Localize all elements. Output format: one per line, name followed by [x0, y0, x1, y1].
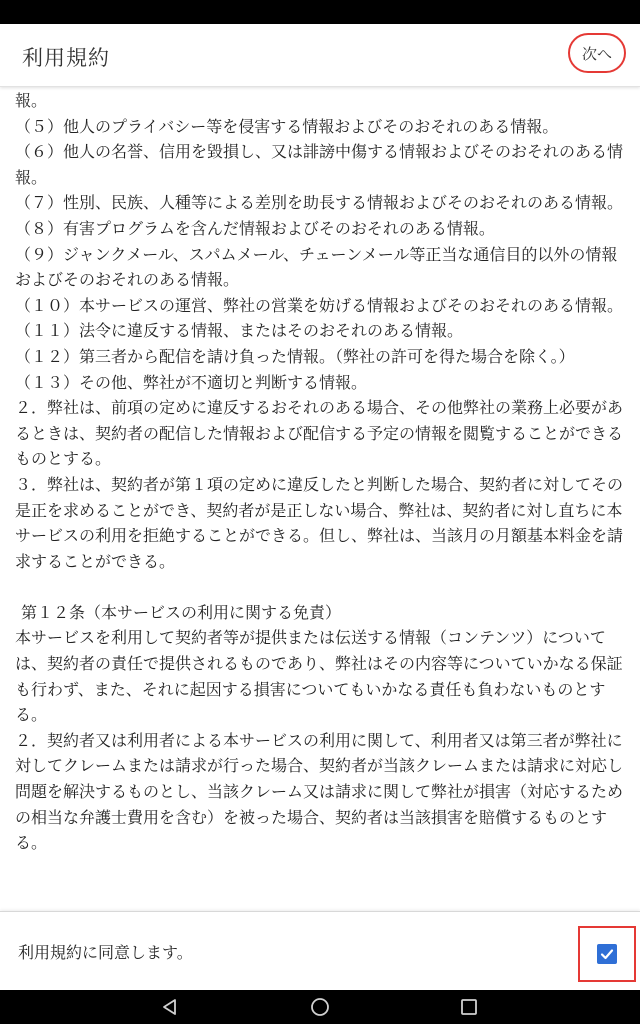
terms-paragraph: （１１）法令に違反する情報、またはそのおそれのある情報。	[15, 321, 464, 341]
agreement-checkbox-highlight	[578, 926, 636, 982]
terms-paragraph: （９）ジャンクメール、スパムメール、チェーンメール等正当な通信目的以外の情報およびそのおそれのある情報。	[15, 244, 618, 290]
page-title: 利用規約	[22, 46, 110, 70]
status-bar	[0, 0, 640, 24]
navigation-bar	[0, 989, 640, 1024]
recents-square-icon[interactable]	[457, 995, 481, 1019]
home-circle-icon[interactable]	[308, 995, 332, 1019]
checkmark-icon	[599, 946, 615, 962]
terms-paragraph: （６）他人の名誉、信用を毀損し、又は誹謗中傷する情報およびそのおそれのある情報。	[15, 142, 624, 187]
terms-scroll-area[interactable]	[0, 86, 640, 912]
app-bar	[0, 24, 640, 87]
next-button[interactable]: 次へ	[568, 33, 626, 73]
terms-paragraph: ２．弊社は、前項の定めに違反するおそれのある場合、その他弊社の業務上必要があるときは、契約者の配信した情報および配信する予定の情報を閲覧することができるものとする。	[15, 398, 624, 469]
terms-paragraph: （５）他人のプライバシー等を侵害する情報およびそのおそれのある情報。	[15, 116, 559, 136]
agreement-bar	[0, 911, 640, 990]
terms-paragraph: （１０）本サービスの運営、弊社の営業を妨げる情報およびそのおそれのある情報。	[15, 295, 624, 315]
terms-paragraph: ３．弊社は、契約者が第１項の定めに違反したと判断した場合、契約者に対してその是正を求めることができ、契約者が是正しない場合、弊社は、契約者に対し直ちに本サービスの利用を拒絶することができる。但し、弊社は、当該月の月額基本料金を請求することができる。	[15, 474, 624, 571]
terms-paragraph: （１３）その他、弊社が不適切と判断する情報。	[15, 372, 368, 392]
back-triangle-icon[interactable]	[158, 995, 182, 1019]
terms-text	[15, 88, 625, 856]
terms-paragraph: （８）有害プログラムを含んだ情報およびそのおそれのある情報。	[15, 218, 495, 238]
terms-paragraph: ２．契約者又は利用者による本サービスの利用に関して、利用者又は第三者が弊社に対してクレームまたは請求が行った場合、契約者が当該クレームまたは請求に対応し問題を解決するものとし、当該クレーム又は請求に関して弊社が損害（対応するための相当な弁護士費用を含む）を被った場合、契約者は当該損害を賠償するものとする。	[15, 730, 624, 853]
agreement-checkbox[interactable]	[597, 944, 617, 964]
terms-paragraph: （１２）第三者から配信を請け負った情報。（弊社の許可を得た場合を除く。）	[15, 346, 575, 366]
article-heading: 第１２条（本サービスの利用に関する免責）	[21, 602, 342, 622]
agreement-label[interactable]: 利用規約に同意します。	[18, 943, 193, 962]
terms-paragraph: （７）性別、民族、人種等による差別を助長する情報およびそのおそれのある情報。	[15, 193, 624, 213]
terms-paragraph: 報。	[15, 91, 48, 110]
terms-paragraph: 本サービスを利用して契約者等が提供または伝送する情報（コンテンツ）については、契約者の責任で提供されるものであり、弊社はその内容等についていかなる保証も行わず、また、それに起因する損害についてもいかなる責任も負わないものとする。	[15, 628, 623, 725]
paragraph-gap	[15, 574, 625, 600]
